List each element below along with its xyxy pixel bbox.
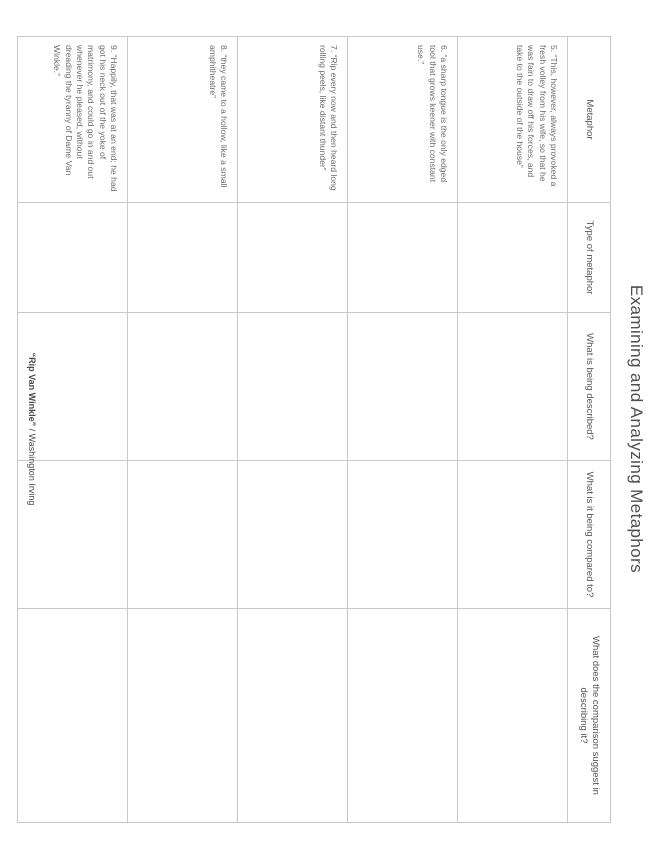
answer-cell-type[interactable] bbox=[348, 203, 458, 313]
answer-cell-suggests[interactable] bbox=[128, 609, 238, 823]
answer-cell-compared[interactable] bbox=[458, 461, 568, 609]
footer-work-title: “Rip Van Winkle” bbox=[27, 352, 37, 427]
answer-cell-compared[interactable] bbox=[348, 461, 458, 609]
table-row bbox=[458, 37, 568, 823]
metaphor-cell: 8. “they came to a hollow, like a small amphitheatre” bbox=[128, 37, 238, 203]
table-row bbox=[238, 37, 348, 823]
answer-cell-compared[interactable] bbox=[238, 461, 348, 609]
header-compared-to: What is it being compared to? bbox=[568, 461, 611, 609]
answer-cell-described[interactable] bbox=[128, 313, 238, 461]
table-row bbox=[348, 37, 458, 823]
answer-cell-type[interactable] bbox=[238, 203, 348, 313]
answer-cell-suggests[interactable] bbox=[238, 609, 348, 823]
answer-cell-suggests[interactable] bbox=[458, 609, 568, 823]
header-type-of-metaphor: Type of metaphor bbox=[568, 203, 611, 313]
metaphor-cell: 7. “Rip every now and then heard long rolling peels, like distant thunder” bbox=[238, 37, 348, 203]
metaphor-cell: 6. “a sharp tongue is the only edged tool that grows keener with constant use.” bbox=[348, 37, 458, 203]
page-title: Examining and Analyzing Metaphors bbox=[627, 284, 646, 574]
footer-separator: / bbox=[27, 426, 37, 434]
answer-cell-described[interactable] bbox=[458, 313, 568, 461]
answer-cell-suggests[interactable] bbox=[348, 609, 458, 823]
answer-cell-type[interactable] bbox=[458, 203, 568, 313]
footer-author: Washington Irving bbox=[27, 433, 37, 506]
answer-cell-type[interactable] bbox=[128, 203, 238, 313]
answer-cell-compared[interactable] bbox=[128, 461, 238, 609]
source-footer bbox=[27, 0, 37, 858]
metaphor-cell: 5. “This, however, always provoked a fresh volley from his wife, so that he was fain to draw off his forces, and take to the outside of the house” bbox=[458, 37, 568, 203]
header-row bbox=[568, 37, 611, 823]
metaphor-table bbox=[17, 36, 611, 823]
header-metaphor: Metaphor bbox=[568, 37, 611, 203]
answer-cell-described[interactable] bbox=[238, 313, 348, 461]
header-what-is-described: What is being described? bbox=[568, 313, 611, 461]
metaphor-cell: 9. “Happily, that was at an end; he had got his neck out of the yoke of matrimony, and could go in and out whenever he pleased, without dreading the tyranny of Dame Van Winkle.” bbox=[18, 37, 128, 203]
table-row bbox=[128, 37, 238, 823]
header-comparison-suggests: What does the comparison suggest in describing it? bbox=[568, 609, 611, 823]
answer-cell-described[interactable] bbox=[348, 313, 458, 461]
